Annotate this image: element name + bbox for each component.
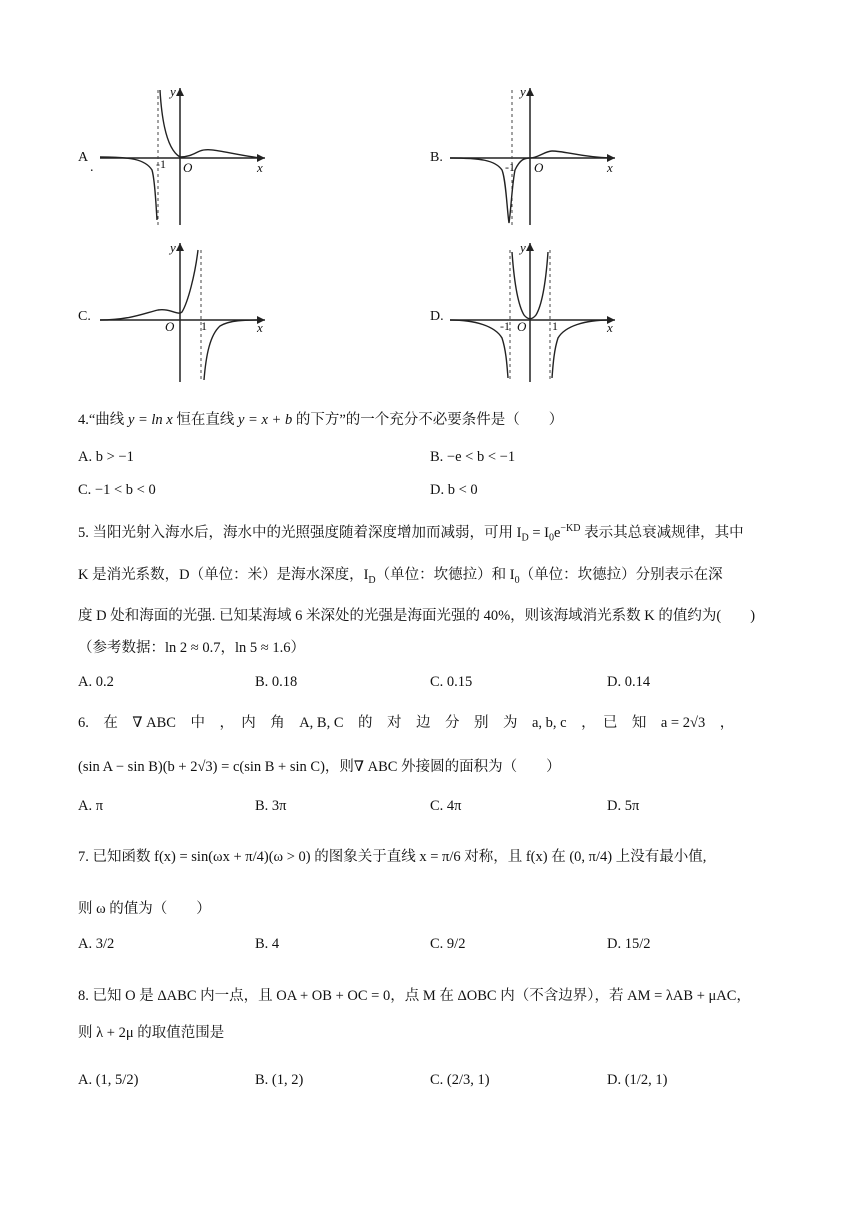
q7-option-d[interactable]: D. 15/2 bbox=[607, 936, 651, 952]
graph-a-y: y bbox=[170, 84, 176, 99]
question-5-line-3: 度 D 处和海面的光强. 已知某海域 6 米深处的光强是海面光强的 40%，则该海域消光系数 K 的值约为( ) bbox=[78, 608, 756, 624]
graph-c-origin: O bbox=[165, 319, 175, 334]
graph-c bbox=[100, 240, 270, 385]
q5-option-a[interactable]: A. 0.2 bbox=[78, 674, 114, 690]
q8-option-c[interactable]: C. (2/3, 1) bbox=[430, 1072, 490, 1088]
q6-option-c[interactable]: C. 4π bbox=[430, 798, 462, 814]
q6-option-a[interactable]: A. π bbox=[78, 798, 104, 814]
question-4: 4.“曲线 y = ln x 恒在直线 y = x + b 的下方”的一个充分不必要条件是（ ） bbox=[78, 412, 564, 428]
graph-b-x: x bbox=[607, 160, 613, 175]
graph-c-x: x bbox=[257, 320, 263, 335]
graph-b-origin: O bbox=[534, 160, 544, 175]
q8-option-d[interactable]: D. (1/2, 1) bbox=[607, 1072, 668, 1088]
question-6-line-1: 6. 在 ∇ ABC 中 ， 内 角 A, B, C 的 对 边 分 别 为 a, b, c ， 已 知 a = 2√3 ， bbox=[78, 715, 735, 731]
graph-a-label: A bbox=[78, 150, 89, 165]
q6-option-b[interactable]: B. 3π bbox=[255, 798, 287, 814]
graph-b-tick: -1 bbox=[505, 160, 515, 174]
question-5-line-2: K 是消光系数，D（单位：米）是海水深度，$I_D$（单位：坎德拉）和 $I_0$（单位：坎德拉）分别表示在深 bbox=[78, 567, 723, 586]
graph-c-y: y bbox=[170, 240, 176, 255]
question-7-line-1: 7. 已知函数 f(x) = sin(ωx + π/4)(ω > 0) 的图象关于直线 x = π/6 对称，且 f(x) 在 (0, π/4) 上没有最小值, bbox=[78, 849, 707, 865]
q7-option-a[interactable]: A. 3/2 bbox=[78, 936, 115, 952]
question-6-line-2: (sin A − sin B)(b + 2√3) = c(sin B + sin C)，则∇ ABC 外接圆的面积为（ ） bbox=[78, 759, 561, 775]
graph-a-origin: O bbox=[183, 160, 193, 175]
question-5-line-4: （参考数据：ln 2 ≈ 0.7，ln 5 ≈ 1.6） bbox=[78, 640, 305, 656]
graph-c-label: C. bbox=[78, 309, 91, 324]
q5-option-b[interactable]: B. 0.18 bbox=[255, 674, 298, 690]
graph-d-tick-right: 1 bbox=[552, 319, 558, 333]
graph-a-tick: -1 bbox=[156, 157, 166, 171]
graph-b-label: B. bbox=[430, 150, 443, 165]
graph-b bbox=[450, 85, 620, 230]
q5-option-d[interactable]: D. 0.14 bbox=[607, 674, 651, 690]
q4-option-b[interactable]: B. −e < b < −1 bbox=[430, 449, 516, 465]
q7-option-c[interactable]: C. 9/2 bbox=[430, 936, 466, 952]
q7-option-b[interactable]: B. 4 bbox=[255, 936, 280, 952]
graph-a-dot: . bbox=[90, 160, 94, 175]
question-5-line-1: 5. 当阳光射入海水后，海水中的光照强度随着深度增加而减弱，可用 $I_D = I_0e^{-KD}$ 表示其总衰减规律，其中 bbox=[78, 523, 744, 544]
graph-c-tick: 1 bbox=[201, 319, 207, 333]
q4-option-c[interactable]: C. −1 < b < 0 bbox=[78, 482, 156, 498]
q6-option-d[interactable]: D. 5π bbox=[607, 798, 640, 814]
q8-option-a[interactable]: A. (1, 5/2) bbox=[78, 1072, 139, 1088]
graph-a bbox=[100, 85, 270, 230]
graph-a-x: x bbox=[257, 160, 263, 175]
graph-d-y: y bbox=[520, 240, 526, 255]
q8-option-b[interactable]: B. (1, 2) bbox=[255, 1072, 304, 1088]
graph-b-y: y bbox=[520, 84, 526, 99]
graph-d-origin: O bbox=[517, 319, 527, 334]
graph-d bbox=[450, 240, 620, 385]
question-7-line-2: 则 ω 的值为（ ） bbox=[78, 901, 211, 917]
q5-option-c[interactable]: C. 0.15 bbox=[430, 674, 473, 690]
graph-d-x: x bbox=[607, 320, 613, 335]
q4-option-a[interactable]: A. b > −1 bbox=[78, 449, 134, 465]
question-8-line-2: 则 λ + 2μ 的取值范围是 bbox=[78, 1025, 225, 1041]
question-8-line-1: 8. 已知 O 是 ΔABC 内一点，且 OA + OB + OC = 0，点 M 在 ΔOBC 内（不含边界），若 AM = λAB + μAC， bbox=[78, 988, 751, 1004]
q4-option-d[interactable]: D. b < 0 bbox=[430, 482, 478, 498]
graph-d-label: D. bbox=[430, 309, 444, 324]
graph-d-tick-left: -1 bbox=[500, 319, 510, 333]
